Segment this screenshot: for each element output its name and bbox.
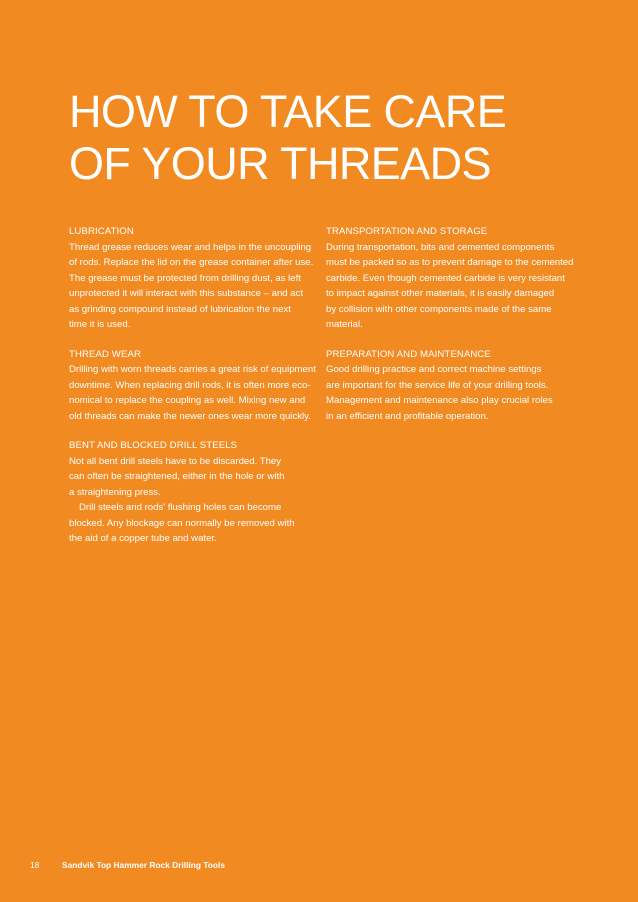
page-number: 18: [30, 860, 40, 870]
body-line: nomical to replace the coupling as well. Mixing new and: [69, 395, 306, 406]
body-line: Management and maintenance also play crucial roles: [326, 395, 553, 406]
body-line: a straightening press.: [69, 486, 161, 498]
section-lubrication: [69, 224, 331, 333]
page-title-line-1: HOW TO TAKE CARE: [69, 86, 507, 137]
body-line: downtime. When replacing drill rods, it is often more eco-: [69, 379, 311, 391]
body-line: old threads can make the newer ones wear more quickly.: [69, 410, 311, 422]
body-line: Thread grease reduces wear and helps in the uncoupling: [69, 241, 312, 253]
body-line: unprotected it will interact with this substance – and act: [69, 288, 304, 299]
section-heading-transportation: TRANSPORTATION AND STORAGE: [326, 226, 488, 237]
body-line: material.: [326, 319, 363, 330]
body-line: carbide. Even though cemented carbide is very resistant: [326, 272, 565, 284]
section-bent-blocked: [69, 438, 331, 547]
page-footer: [30, 859, 225, 871]
section-heading-lubrication: LUBRICATION: [69, 226, 134, 237]
right-column: [326, 224, 588, 438]
body-line: can often be straightened, either in the hole or with: [69, 471, 285, 482]
body-line: The grease must be protected from drilling dust, as left: [69, 272, 301, 284]
section-body-preparation: [326, 362, 588, 424]
body-line: are important for the service life of your drilling tools.: [326, 379, 549, 391]
body-line: time it is used.: [69, 319, 131, 330]
body-line: blocked. Any blockage can normally be removed with: [69, 517, 295, 529]
footer-document-title: Sandvik Top Hammer Rock Drilling Tools: [62, 860, 226, 870]
body-line: Good drilling practice and correct machine settings: [326, 364, 542, 375]
body-line: of rods. Replace the lid on the grease container after use.: [69, 257, 314, 268]
body-line: Drill steels and rods' flushing holes can become: [79, 502, 282, 513]
body-line: as grinding compound instead of lubrication the next: [69, 303, 291, 315]
section-preparation: [326, 347, 588, 425]
section-heading-thread-wear: THREAD WEAR: [69, 348, 141, 360]
section-heading-bent-blocked: BENT AND BLOCKED DRILL STEELS: [69, 440, 238, 451]
section-transportation: [326, 224, 588, 333]
body-line: During transportation, bits and cemented components: [326, 241, 555, 253]
page-title: [69, 86, 589, 190]
section-heading-preparation: PREPARATION AND MAINTENANCE: [326, 348, 491, 360]
body-line: Drilling with worn threads carries a great risk of equipment: [69, 364, 316, 375]
body-line: to impact against other materials, it is easily damaged: [326, 288, 555, 299]
body-line: Not all bent drill steels have to be discarded. They: [69, 455, 282, 467]
body-line: must be packed so as to prevent damage to the cemented: [326, 257, 574, 268]
body-line: by collision with other components made of the same: [326, 303, 552, 315]
section-body-bent-blocked: [69, 454, 331, 547]
page-title-line-2: OF YOUR THREADS: [69, 138, 491, 189]
body-line: the aid of a copper tube and water.: [69, 533, 217, 544]
section-body-thread-wear: [69, 362, 331, 424]
section-body-lubrication: [69, 240, 331, 333]
body-line: in an efficient and profitable operation.: [326, 410, 489, 422]
section-thread-wear: [69, 347, 331, 425]
section-body-transportation: [326, 240, 588, 333]
left-column: [69, 224, 331, 561]
